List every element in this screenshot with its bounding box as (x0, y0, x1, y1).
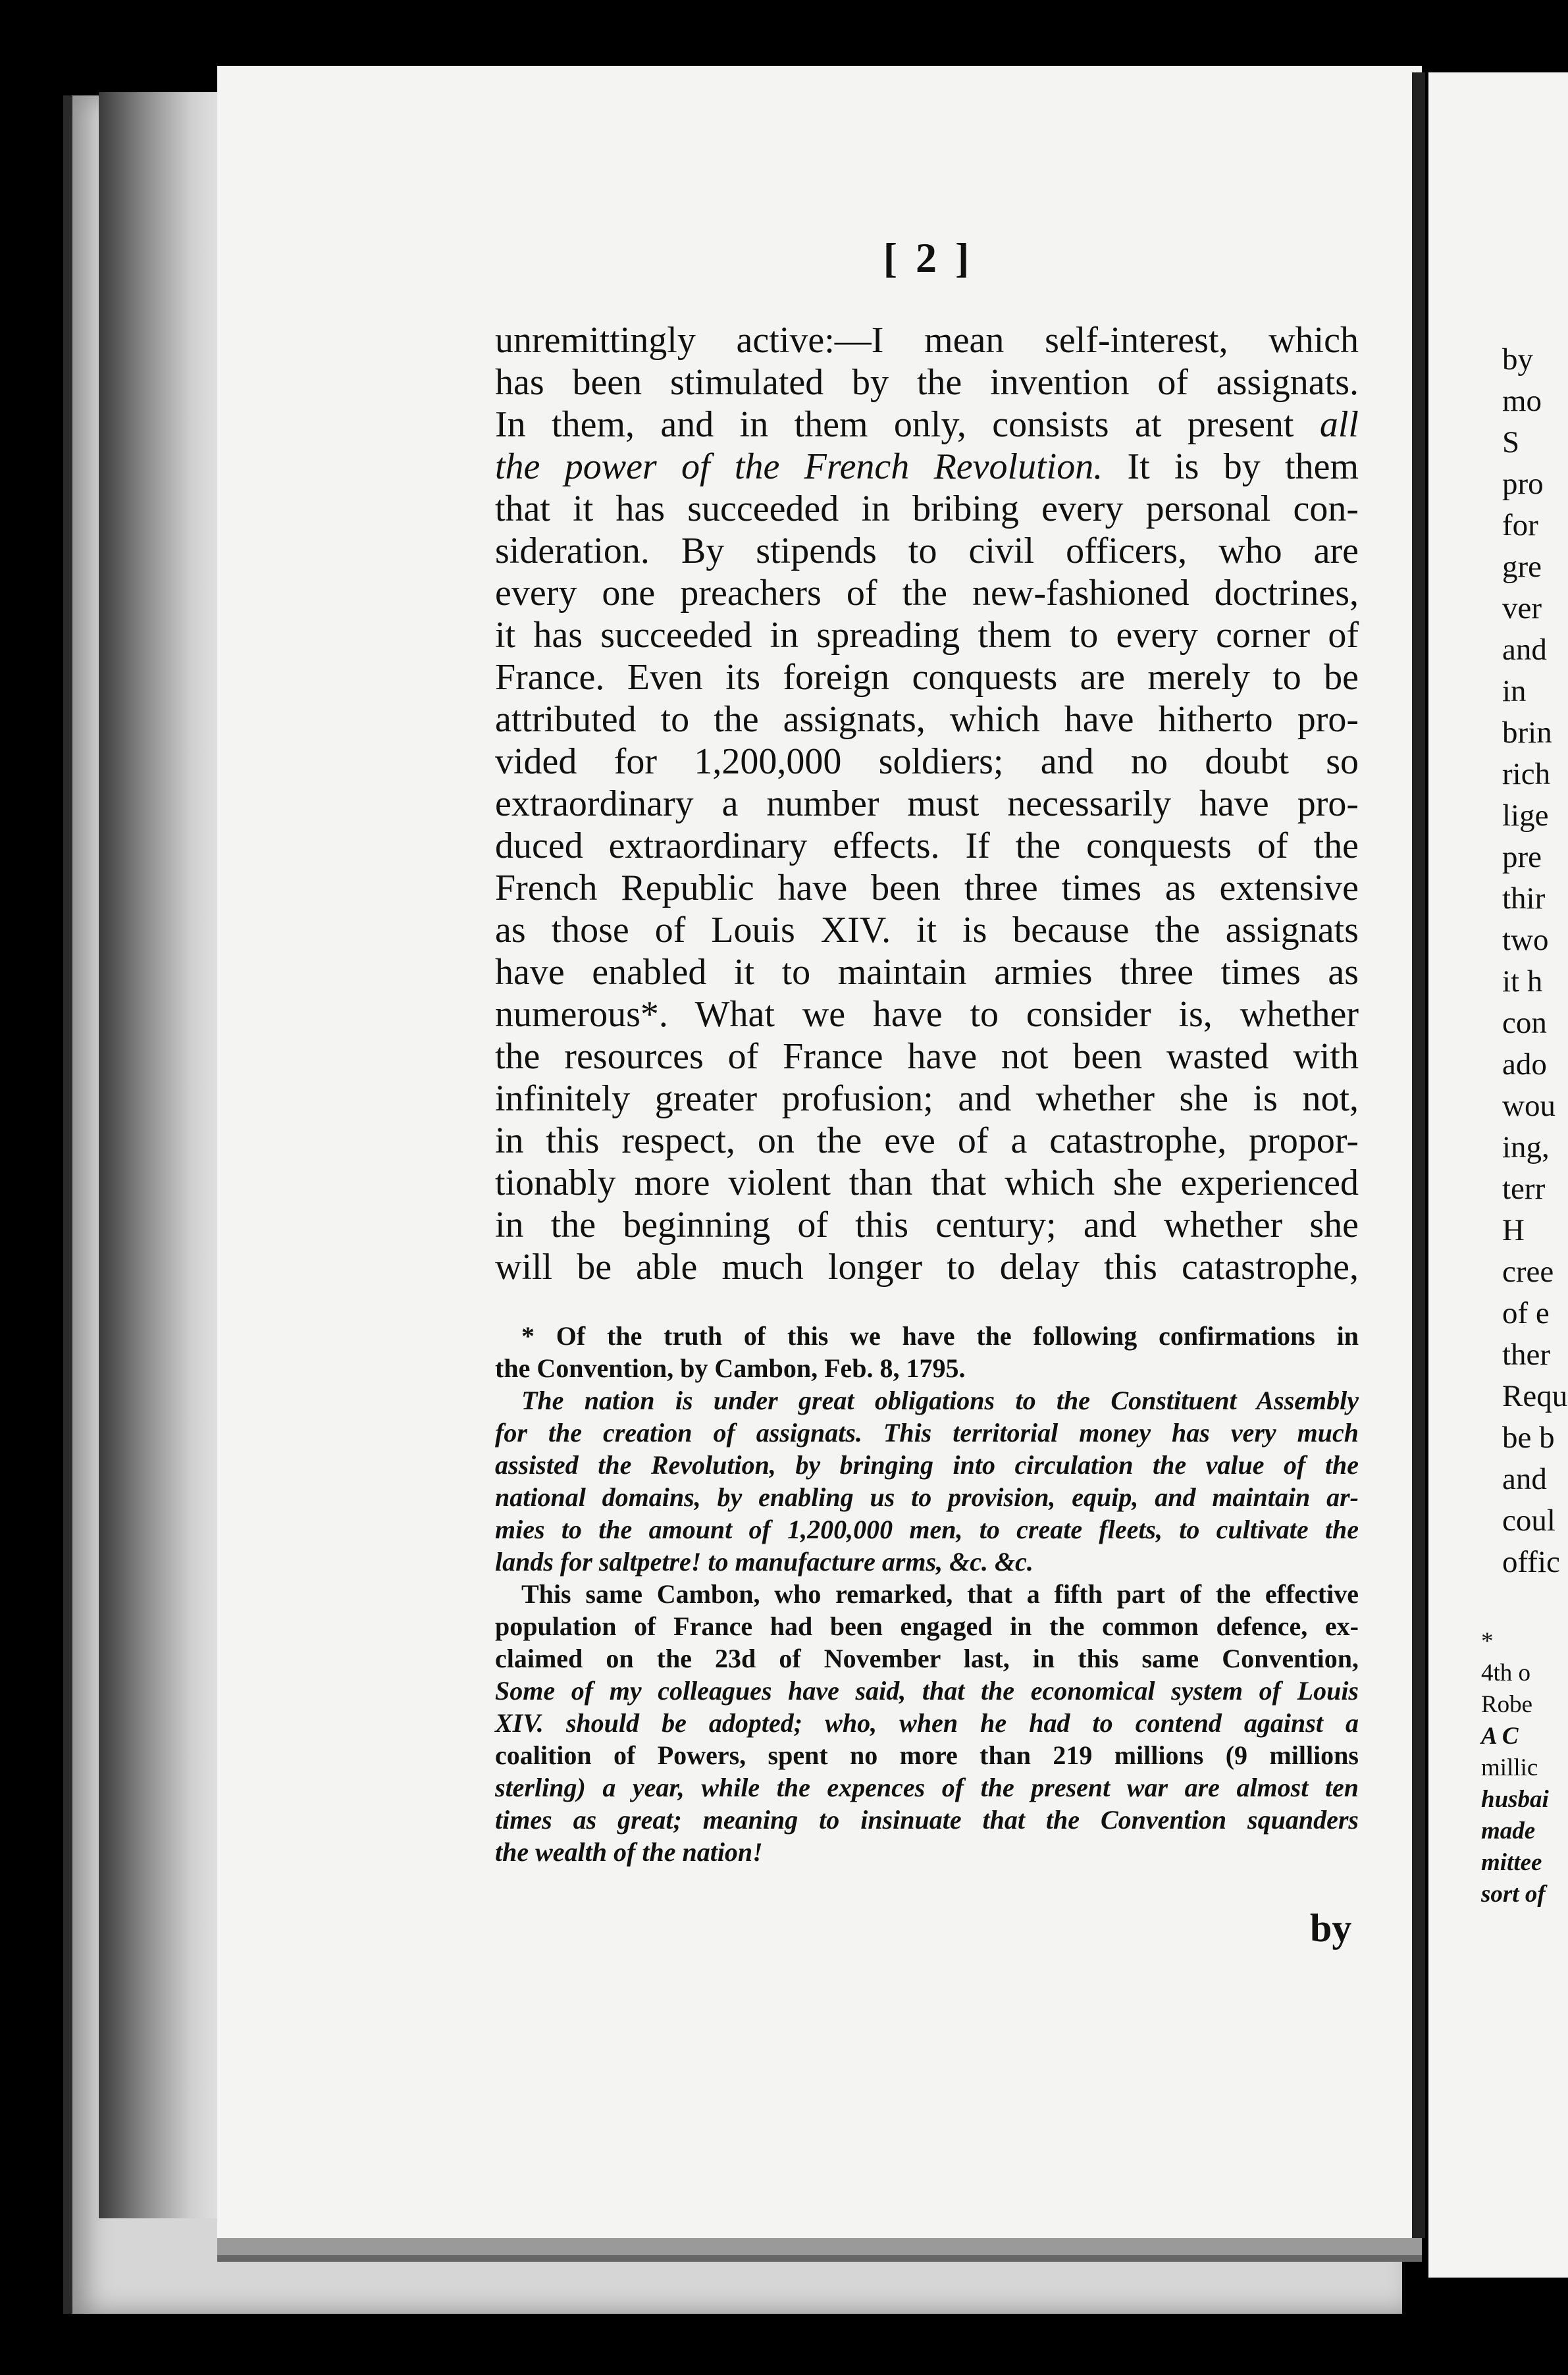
next-page-line: and (1502, 633, 1547, 667)
body-line-italic: the power of the French Revolution. (495, 446, 1103, 487)
footnote-para-line: This same Cambon, who remarked, that a fifth part of the effective (521, 1579, 1359, 1609)
next-page-note: millic (1481, 1754, 1538, 1781)
footnote-para-line: the wealth of the nation! (495, 1837, 763, 1867)
body-line: French Republic have been three times as extensive (495, 868, 1359, 908)
next-page-line: wou (1502, 1089, 1555, 1123)
body-line: the resources of France have not been wasted with (495, 1036, 1359, 1077)
next-page-line: lige (1502, 798, 1549, 833)
next-page-line: brin (1502, 716, 1552, 750)
next-page-note: made (1481, 1817, 1536, 1844)
footnote-quote-line: national domains, by enabling us to provision, equip, and maintain ar- (495, 1482, 1359, 1512)
next-page-note: 4th o (1481, 1659, 1531, 1686)
footnote-para-line: times as great; meaning to insinuate that the Convention squanders (495, 1805, 1359, 1835)
page-gutter (1412, 72, 1425, 2238)
next-page-line: ver (1502, 591, 1542, 625)
body-line: duced extraordinary effects. If the conquests of the (495, 825, 1359, 866)
footnote-line: the Convention, by Cambon, Feb. 8, 1795. (495, 1353, 966, 1383)
footnote-para-line: XIV. should be adopted; who, when he had to contend against a (495, 1708, 1359, 1738)
body-text (495, 319, 1359, 1288)
body-line-roman: It is by them (1103, 446, 1359, 487)
next-page-line: S (1502, 425, 1520, 459)
next-page-line: for (1502, 508, 1538, 542)
next-page-line: two (1502, 923, 1549, 957)
footnote-line: * Of the truth of this we have the following confirmations in (521, 1321, 1359, 1351)
next-page-note: * (1481, 1628, 1494, 1655)
next-page-note: mittee (1481, 1849, 1542, 1876)
body-line: in the beginning of this century; and whether she (495, 1205, 1359, 1245)
body-line-italic: all (1319, 404, 1359, 445)
next-page-line: it h (1502, 964, 1543, 999)
footnote-quote-line: mies to the amount of 1,200,000 men, to create fleets, to cultivate the (495, 1515, 1359, 1544)
catchword: by (1310, 1906, 1352, 1950)
body-line: infinitely greater profusion; and whether she is not, (495, 1078, 1359, 1119)
next-page-line: ado (1502, 1047, 1547, 1082)
next-page-line: con (1502, 1006, 1547, 1040)
next-page-line: thir (1502, 881, 1546, 916)
next-page-line: offic (1502, 1545, 1560, 1579)
next-page-line: by (1502, 342, 1533, 377)
footnote-quote-line: for the creation of assignats. This territorial money has very much (495, 1418, 1359, 1448)
next-page-line: and (1502, 1462, 1547, 1496)
next-page-line: rich (1502, 757, 1551, 791)
next-page-line: terr (1502, 1172, 1546, 1206)
next-page-line: pre (1502, 840, 1542, 874)
footnote-quote-line: lands for saltpetre! to manufacture arms, &c. &c. (495, 1547, 1033, 1577)
body-line: every one preachers of the new-fashioned doctrines, (495, 573, 1359, 613)
body-line: sideration. By stipends to civil officers, who are (495, 531, 1359, 571)
next-page-line: gre (1502, 550, 1542, 584)
next-page-line: coul (1502, 1503, 1555, 1538)
next-page-line: of e (1502, 1296, 1550, 1330)
next-page-line: ing, (1502, 1130, 1550, 1164)
next-page-line: cree (1502, 1255, 1554, 1289)
next-page-line: ther (1502, 1338, 1551, 1372)
body-line: that it has succeeded in bribing every personal con- (495, 488, 1359, 529)
next-page-note: sort of (1481, 1881, 1546, 1908)
body-line: numerous*. What we have to consider is, whether (495, 994, 1359, 1035)
body-line-roman: In them, and in them only, consists at present (495, 404, 1320, 445)
next-page-line: H (1502, 1213, 1525, 1247)
next-page-line: mo (1502, 384, 1542, 418)
next-page-note: Robe (1481, 1691, 1533, 1718)
body-line: extraordinary a number must necessarily have pro- (495, 783, 1359, 824)
footnote-quote-line: The nation is under great obligations to the Constituent Assembly (521, 1386, 1359, 1415)
body-line: attributed to the assignats, which have hitherto pro- (495, 699, 1359, 740)
footnote-quote-line: assisted the Revolution, by bringing into circulation the value of the (495, 1450, 1359, 1480)
next-page-line: be b (1502, 1421, 1555, 1455)
footnote-para-line: Some of my colleagues have said, that the economical system of Louis (495, 1676, 1359, 1706)
next-page-line: pro (1502, 467, 1544, 501)
binding-shadow (99, 92, 230, 2218)
next-page-note: A C (1481, 1723, 1519, 1750)
body-line (495, 404, 1359, 446)
footnote-para-line: population of France had been engaged in the common defence, ex- (495, 1611, 1359, 1641)
body-line: has been stimulated by the invention of assignats. (495, 362, 1359, 403)
footnote-para-line: coalition of Powers, spent no more than 219 millions (9 millions (495, 1740, 1359, 1770)
body-line: unremittingly active:—I mean self-interest, which (495, 320, 1359, 361)
next-page-note: husbai (1481, 1786, 1549, 1813)
footnote-para-line: claimed on the 23d of November last, in this same Convention, (495, 1644, 1359, 1673)
page-number: [ 2 ] (883, 234, 974, 281)
body-line: will be able much longer to delay this catastrophe, (495, 1247, 1359, 1288)
next-page-text (1502, 339, 1568, 1583)
body-line (495, 446, 1359, 488)
body-line: as those of Louis XIV. it is because the assignats (495, 910, 1359, 951)
body-line: France. Even its foreign conquests are merely to be (495, 657, 1359, 698)
body-line: it has succeeded in spreading them to every corner of (495, 615, 1359, 656)
body-line: in this respect, on the eve of a catastrophe, propor- (495, 1120, 1359, 1161)
next-page-line: Requ (1502, 1379, 1568, 1413)
footnote-para-line: sterling) a year, while the expences of the present war are almost ten (495, 1773, 1359, 1802)
next-page-notes (1481, 1626, 1567, 1910)
body-line: tionably more violent than that which she experienced (495, 1162, 1359, 1203)
body-line: vided for 1,200,000 soldiers; and no doubt so (495, 741, 1359, 782)
next-page-line: in (1502, 674, 1527, 708)
footnote (495, 1320, 1359, 1868)
body-line: have enabled it to maintain armies three times as (495, 952, 1359, 993)
